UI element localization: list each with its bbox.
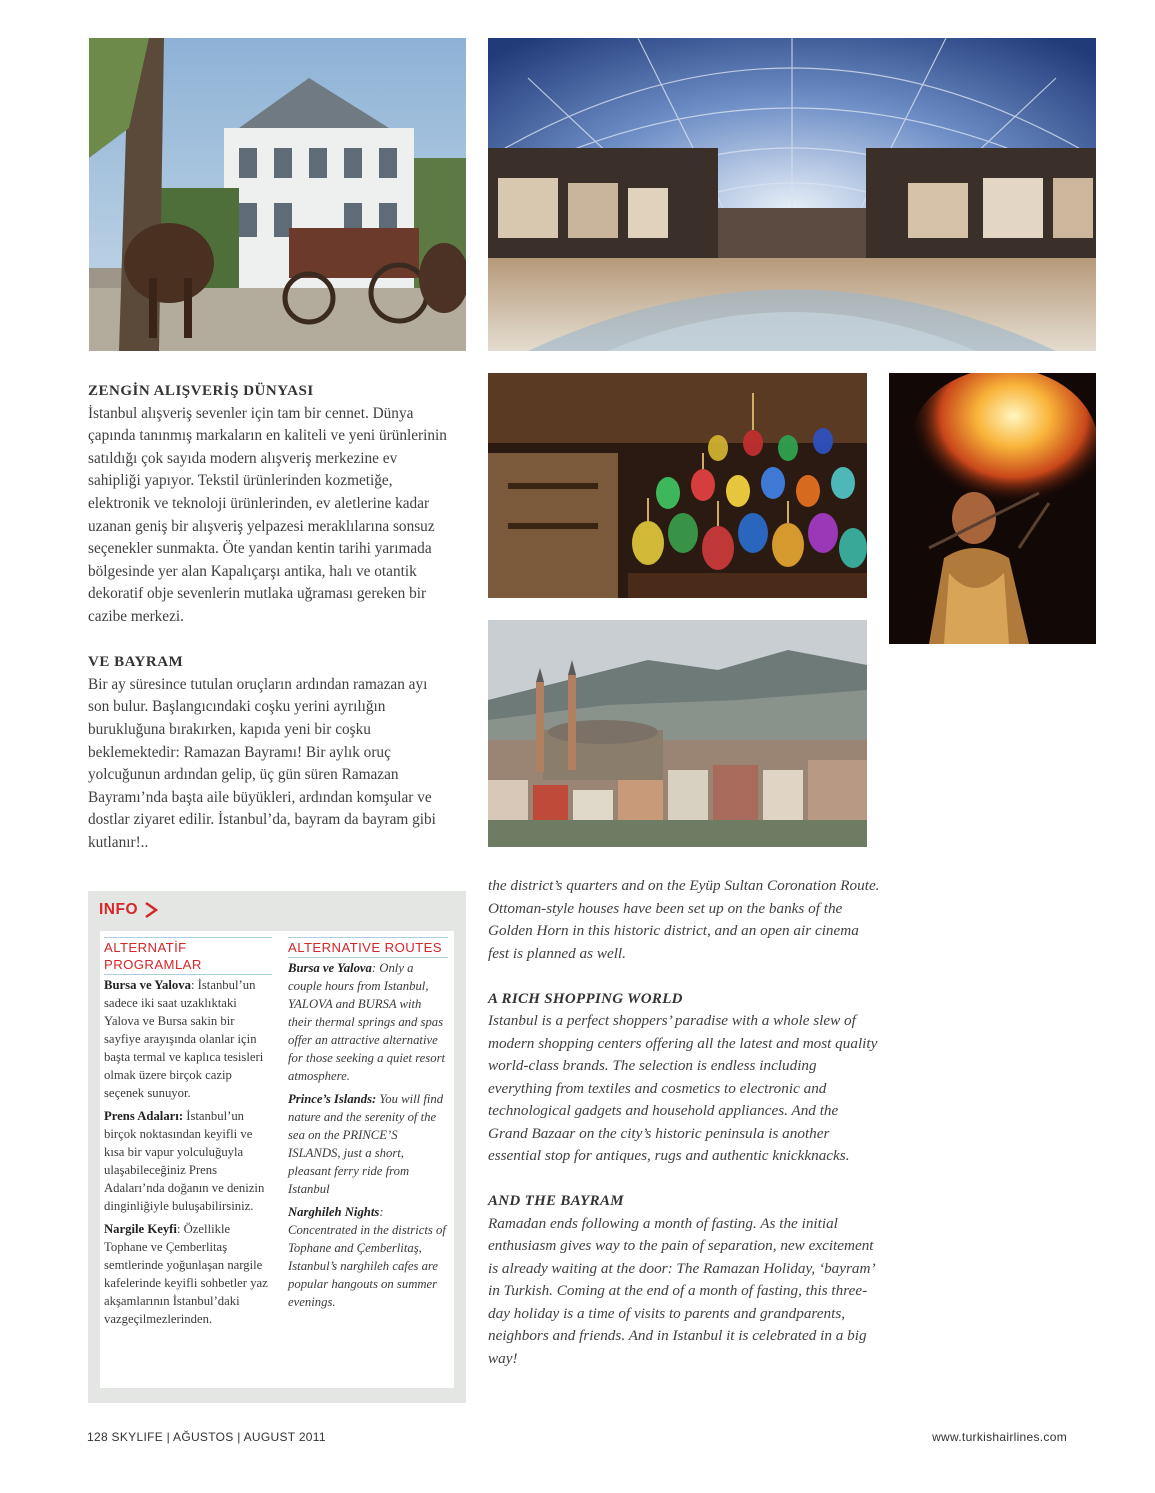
info-item-tr-3-name: Nargile Keyfi: [104, 1222, 177, 1236]
info-title-label: INFO: [99, 901, 139, 918]
info-item-tr-3-text: : Özellikle Tophane ve Çemberlitaş semtlerinde yoğunlaşan nargile kafelerinde keyifli sohbetler yaz akşamlarının İstanbul’daki vazgeçilmezlerinden.: [104, 1222, 268, 1326]
info-heading-english: ALTERNATIVE ROUTES: [288, 937, 448, 958]
info-item-tr-1: [104, 976, 272, 1102]
chevron-right-icon: [143, 901, 159, 919]
info-item-en-3: [288, 1203, 448, 1311]
info-item-en-3-text: : Concentrated in the districts of Tophane and Çemberlitaş, Istanbul’s narghileh cafes are popular hangouts on summer evenings.: [288, 1205, 446, 1309]
info-column-turkish: [104, 937, 272, 1333]
info-item-en-1-text: : Only a couple hours from Istanbul, YALOVA and BURSA with their thermal springs and spas offer an attractive alternative for those seeking a quiet resort atmosphere.: [288, 961, 446, 1083]
photo-mansion-carriage: [89, 38, 466, 351]
info-column-english: [288, 937, 448, 1316]
heading-zengin-alisveris: ZENGİN ALIŞVERİŞ DÜNYASI: [88, 383, 314, 399]
info-item-en-2-text: You will find nature and the serenity of the sea on the PRINCE’S ISLANDS, just a short, pleasant ferry ride from Istanbul: [288, 1092, 444, 1196]
info-item-en-1: [288, 959, 448, 1085]
paragraph-bayram: Bir ay süresince tutulan oruçların ardından ramazan ayı son bulur. Başlangıcındaki coşku yerini ayrılığın burukluğuna bırakırken, kapıda yeni bir coşku beklemektedir: Ramazan Bayramı! Bir aylık oruç yolcuğunun ardından gelip, üç gün süren Ramazan Bayramı’nda başta aile büyükleri, ardından komşular ve dostlar ziyaret edilir. İstanbul’da, bayram da bayram gibi kutlanır!..: [88, 675, 436, 851]
heading-rich-shopping: A RICH SHOPPING WORLD: [488, 990, 683, 1007]
info-title: [99, 901, 159, 919]
info-item-tr-2: [104, 1107, 272, 1215]
heading-ve-bayram: VE BAYRAM: [88, 654, 184, 671]
info-item-en-2-name: Prince’s Islands:: [288, 1092, 377, 1106]
paragraph-shopping: Istanbul is a perfect shoppers’ paradise with a whole slew of modern shopping centers offering all the latest and most quality world-class brands. The selection is endless including everything from textiles and cosmetics to electronic and technological gadgets and household appliances. And the Grand Bazaar on the city’s historic peninsula is another essential stop for antiques, rugs and authentic knickknacks.: [488, 1012, 878, 1164]
info-item-tr-2-text: İstanbul’un birçok noktasından keyifli ve kısa bir vapur yolculuğuyla ulaşabileceğiniz Prens Adaları’nda doğanın ve denizin dinginliğiyle buluşabilirsiniz.: [104, 1109, 265, 1213]
info-heading-turkish: ALTERNATİF PROGRAMLAR: [104, 937, 272, 975]
photo-fire-breather: [889, 373, 1096, 644]
info-item-en-2: [288, 1090, 448, 1198]
english-article: [488, 875, 880, 1370]
footer-page-info: 128 SKYLIFE | AĞUSTOS | AUGUST 2011: [87, 1430, 326, 1444]
info-item-tr-1-name: Bursa ve Yalova: [104, 978, 191, 992]
paragraph-district-continued: the district’s quarters and on the Eyüp Sultan Coronation Route. Ottoman-style houses have been set up on the banks of the Golden Horn in this historic district, and an open air cinema fest is planned as well.: [488, 877, 880, 962]
info-item-en-3-name: Narghileh Nights: [288, 1205, 380, 1219]
photo-shopping-mall: [488, 38, 1096, 351]
footer-website-link[interactable]: www.turkishairlines.com: [932, 1430, 1067, 1444]
info-item-tr-3: [104, 1220, 272, 1328]
photo-hookahs-bazaar: [488, 373, 867, 598]
heading-and-the-bayram: AND THE BAYRAM: [488, 1193, 624, 1209]
info-item-tr-1-text: : İstanbul’un sadece iki saat uzaklıktaki Yalova ve Bursa sakin bir sayfiye arayışında olanlar için başta termal ve kaplıca tesisleri olmak üzere birçok cazip seçenek sunuyor.: [104, 978, 264, 1100]
info-box: [88, 891, 466, 1403]
photo-bursa-cityscape: [488, 620, 867, 847]
turkish-article: [88, 380, 450, 854]
info-item-tr-2-name: Prens Adaları:: [104, 1109, 184, 1123]
info-content: [100, 931, 454, 1388]
info-item-en-1-name: Bursa ve Yalova: [288, 961, 372, 975]
paragraph-alisveris: İstanbul alışveriş sevenler için tam bir cennet. Dünya çapında tanınmış markaların en kaliteli ve yeni ürünlerinin satıldığı çok sayıda modern alışveriş merkezine ev sahipliği yapıyor. Tekstil ürünlerinden kozmetiğe, elektronik ve teknoloji ürünlerinden, ev aletlerine kadar uzanan geniş bir alışveriş yelpazesi meraklılarına sonsuz seçenekler sunmakta. Öte yandan kentin tarihi yarımada bölgesinde yer alan Kapalıçarşı antika, halı ve otantik dekoratif obje sevenlerin mutlaka uğraması gereken bir cazibe merkezi.: [88, 404, 447, 625]
paragraph-the-bayram: Ramadan ends following a month of fasting. As the initial enthusiasm gives way to the pain of separation, new excitement is already waiting at the door: The Ramazan Holiday, ‘bayram’ in Turkish. Coming at the end of a month of fasting, this three-day holiday is a time of visits to parents and grandparents, neighbors and friends. And in Istanbul it is celebrated in a big way!: [488, 1214, 874, 1367]
